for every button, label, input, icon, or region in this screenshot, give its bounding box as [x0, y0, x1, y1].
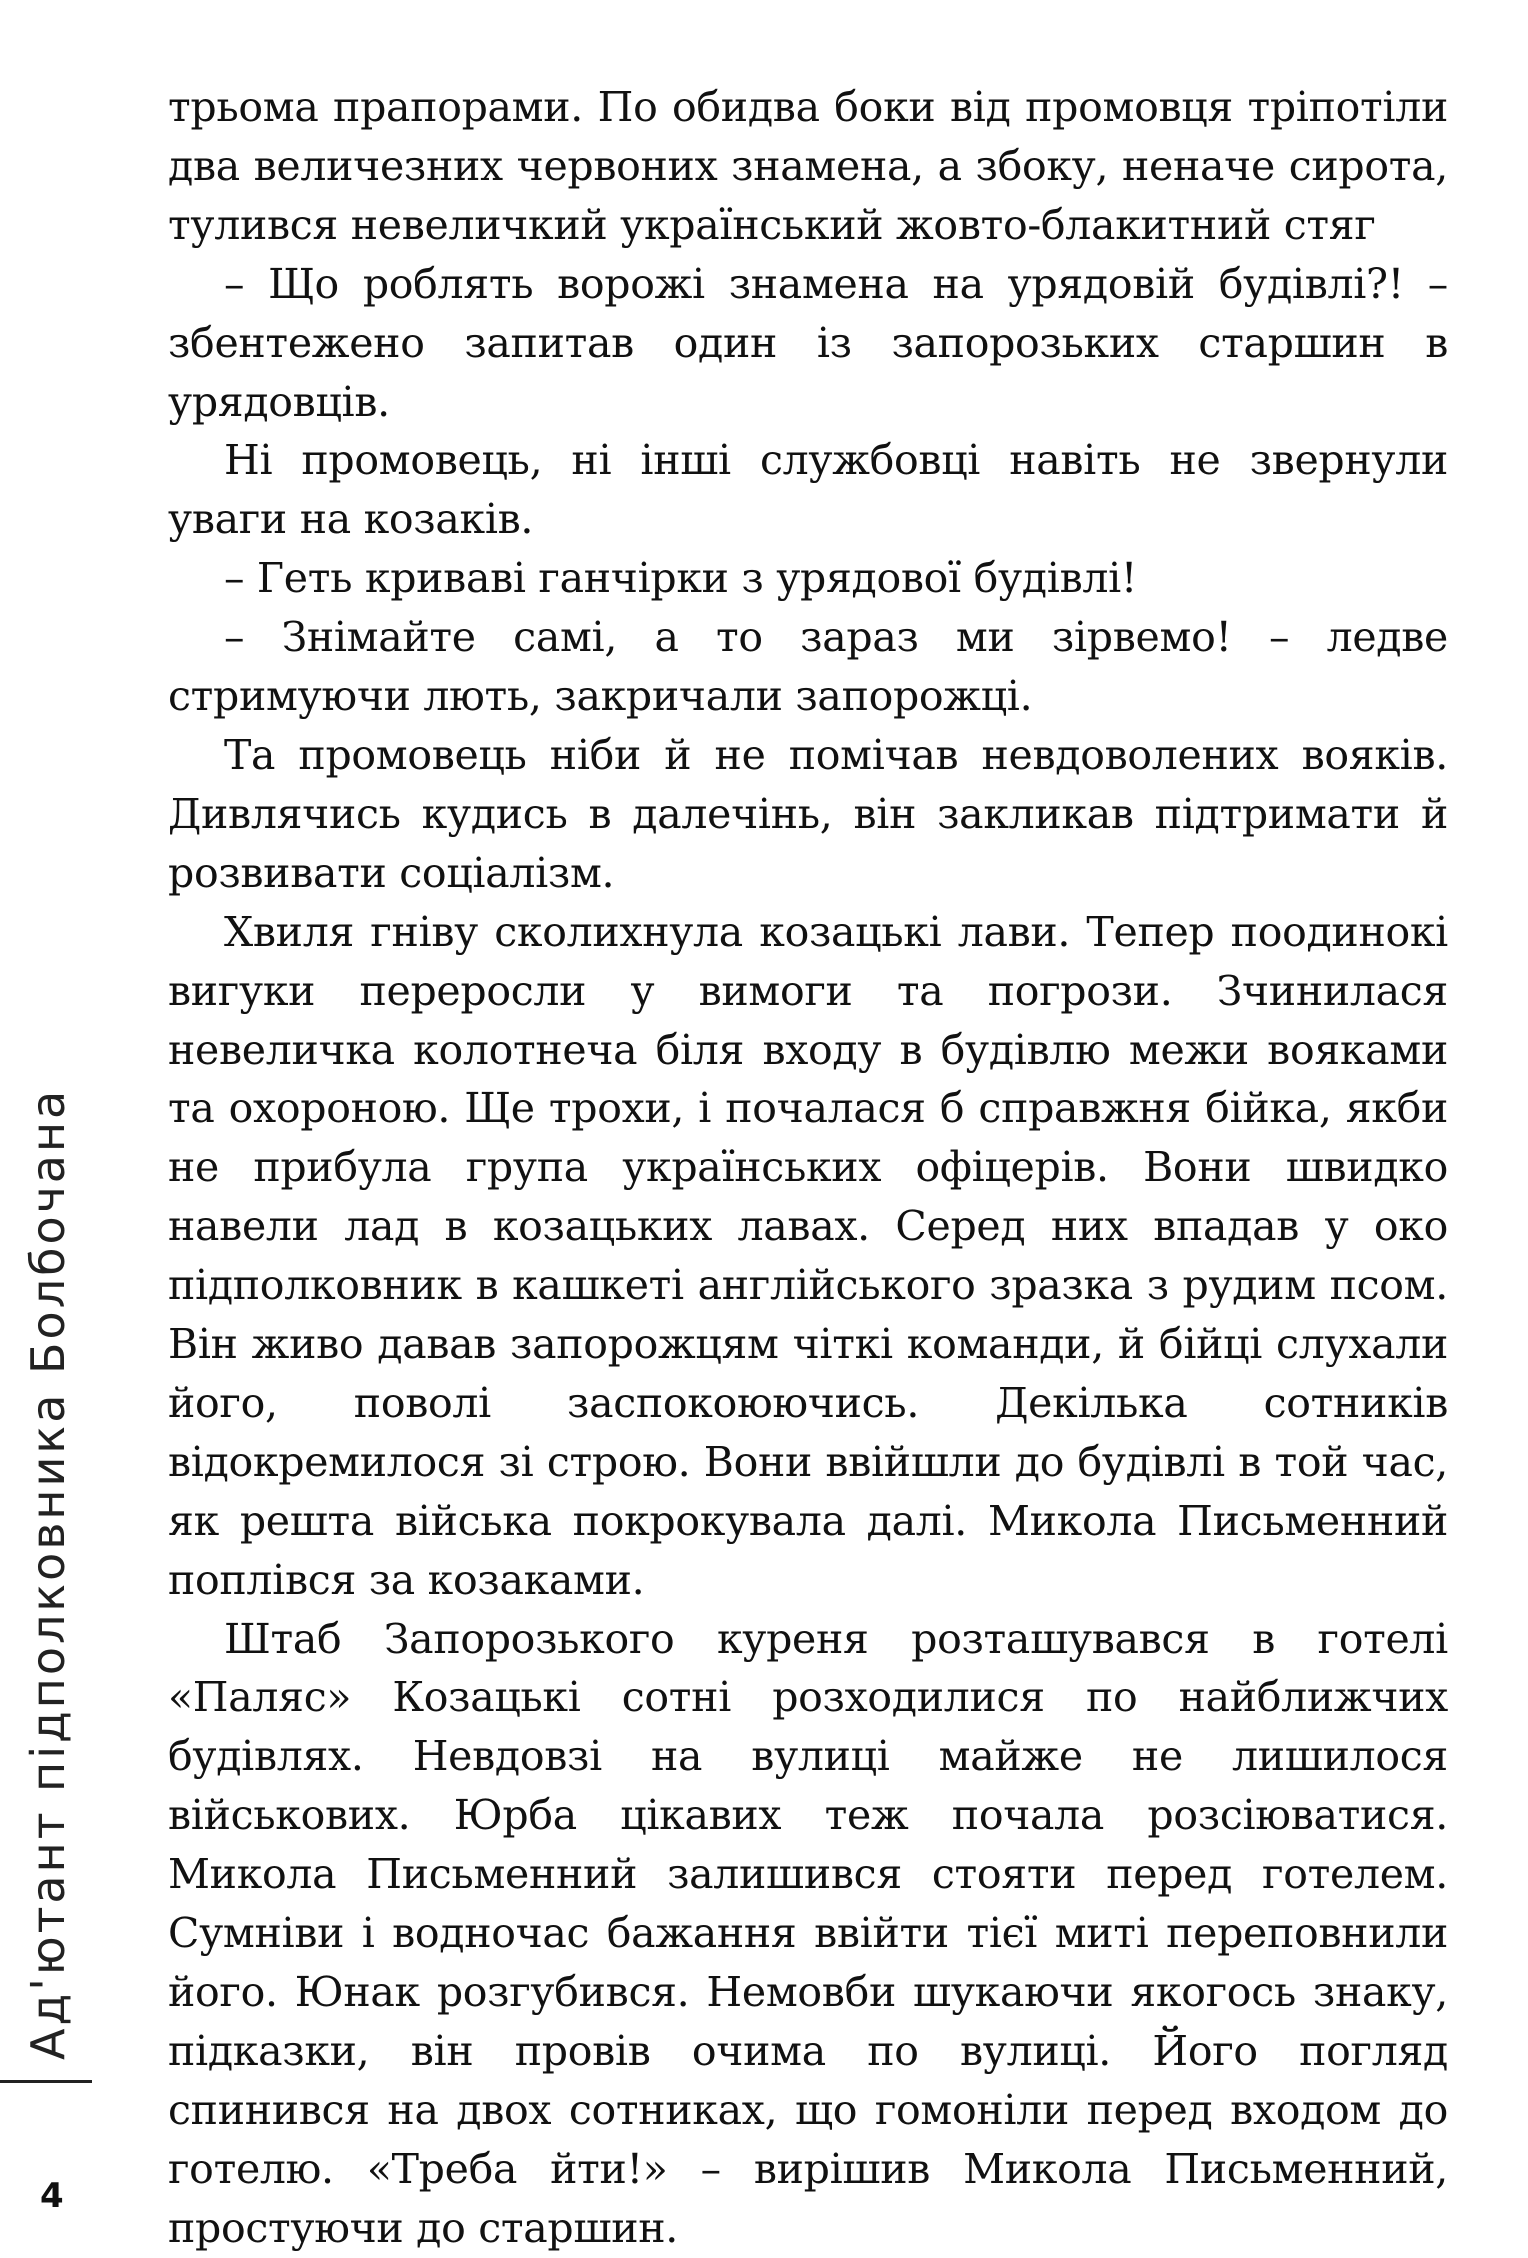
paragraph: Ні промовець, ні інші службовці навіть не звернули уваги на козаків.: [168, 436, 1448, 544]
paragraph: Та промовець ніби й не помічав невдоволених вояків. Дивлячись кудись в далечінь, він закликав підтримати й розвивати соціалізм.: [168, 730, 1448, 897]
running-title: Ад'ютант підполковника Болбочана: [21, 1087, 75, 2060]
paragraph: Штаб Запорозького куреня розташувався в готелі «Паляс» Козацькі сотні розходилися по найближчих будівлях. Невдовзі на вулиці майже не лишилося військових. Юрба цікавих теж почала розсіюватися. Микола Письменний залишився стояти перед готелем. Сумніви і водночас бажання ввійти тієї миті переповнили його. Юнак розгубився. Немовби шукаючи якогось знаку, підказки, він провів очима по вулиці. Його погляд спинився на двох сотниках, що гомоніли перед входом до готелю. «Треба йти!» – вирішив Микола Письменний, простуючи до старшин.: [168, 1614, 1448, 2252]
body-text: [168, 78, 1448, 2258]
page-number: 4: [40, 2176, 64, 2216]
margin-divider: [0, 2080, 92, 2083]
paragraph: Хвиля гніву сколихнула козацькі лави. Тепер поодинокі вигуки переросли у вимоги та погрози. Зчинилася невеличка колотнеча біля входу в будівлю межи вояками та охороною. Ще трохи, і почалася б справжня бійка, якби не прибула група українських офіцерів. Вони швидко навели лад в козацьких лавах. Серед них впадав у око підполковник в кашкеті англійського зразка з рудим псом. Він живо давав запорожцям чіткі команди, й бійці слухали його, поволі заспокоюючись. Декілька сотників відокремилося зі строю. Вони ввійшли до будівлі в той час, як решта війська покрокувала далі. Микола Письменний поплівся за козаками.: [168, 907, 1448, 1604]
paragraph: – Що роблять ворожі знамена на урядовій будівлі?! – збентежено запитав один із запорозьких старшин в урядовців.: [168, 259, 1448, 426]
paragraph: – Знімайте самі, а то зараз ми зірвемо! – ледве стримуючи лють, закричали запорожці.: [168, 613, 1448, 721]
paragraph: трьома прапорами. По обидва боки від промовця тріпотіли два величезних червоних знамена, а збоку, неначе сирота, тулився невеличкий український жовто-блакитний стяг: [168, 83, 1448, 249]
paragraph: – Геть криваві ганчірки з урядової будівлі!: [224, 554, 1138, 603]
